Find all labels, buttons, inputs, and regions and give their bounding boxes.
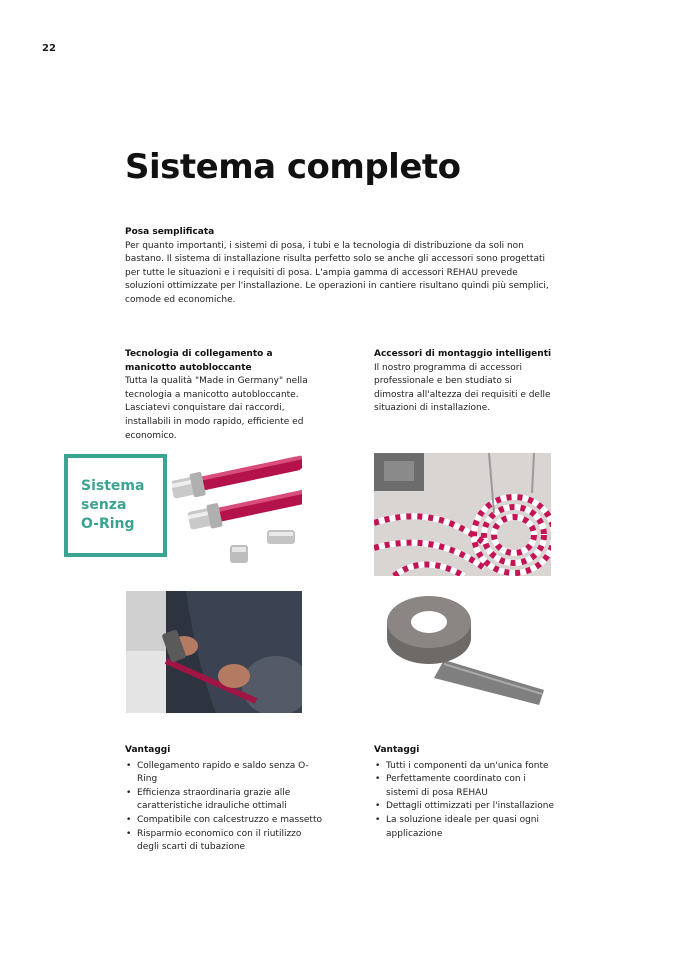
intro-section (125, 226, 555, 308)
list-item: • Perfettamente coordinato con i sistemi di posa REHAU (374, 773, 554, 800)
list-item: • Dettagli ottimizzati per l'installazione (374, 800, 554, 814)
advantages-left (125, 744, 325, 855)
fitting-technology-heading: Tecnologia di collegamento a manicotto autobloccante (125, 349, 273, 373)
page-number: 22 (42, 43, 56, 54)
list-item: • Collegamento rapido e saldo senza O-Ring (125, 760, 325, 787)
list-item: • Risparmio economico con il riutilizzo degli scarti di tubazione (125, 828, 325, 855)
advantages-right-list (374, 760, 554, 842)
mounting-accessories-text: Il nostro programma di accessori professionale e ben studiato si dimostra all'altezza dei requisiti e delle situazioni di installazione. (374, 362, 551, 414)
advantages-left-heading: Vantaggi (125, 745, 171, 755)
no-oring-badge-text: Sistema senza O-Ring (81, 478, 145, 532)
mounting-accessories-heading: Accessori di montaggio intelligenti (374, 349, 552, 359)
tape-roll-photo (374, 590, 551, 713)
floor-heating-photo (374, 453, 551, 576)
fitting-technology-section (125, 348, 310, 443)
mounting-accessories-section (374, 348, 554, 416)
intro-text: Per quanto importanti, i sistemi di posa, i tubi e la tecnologia di distribuzione da soli non bastano. Il sistema di installazione risulta perfetto solo se anche gli accessori sono progettati per tutte le situazioni e i requisiti di posa. L'ampia gamma di accessori REHAU prevede soluzioni ottimizzate per l'installazione. Le operazioni in cantiere risultano quindi più semplici, comode ed economiche. (125, 240, 549, 305)
advantages-left-list (125, 760, 325, 855)
no-oring-badge (64, 454, 167, 557)
page-title: Sistema completo (125, 147, 461, 187)
list-item: • Tutti i componenti da un'unica fonte (374, 760, 554, 774)
advantages-right (374, 744, 554, 841)
fittings-photo (172, 452, 302, 570)
installation-photo (126, 591, 302, 713)
list-item: • Efficienza straordinaria grazie alle caratteristiche idrauliche ottimali (125, 787, 325, 814)
fitting-technology-text: Tutta la qualità "Made in Germany" nella tecnologia a manicotto autobloccante. Lasciatevi conquistare dai raccordi, installabili in modo rapido, efficiente ed economico. (125, 376, 308, 441)
intro-heading: Posa semplificata (125, 227, 215, 237)
list-item: • Compatibile con calcestruzzo e massetto (125, 814, 325, 828)
list-item: • La soluzione ideale per quasi ogni applicazione (374, 814, 554, 841)
advantages-right-heading: Vantaggi (374, 745, 420, 755)
